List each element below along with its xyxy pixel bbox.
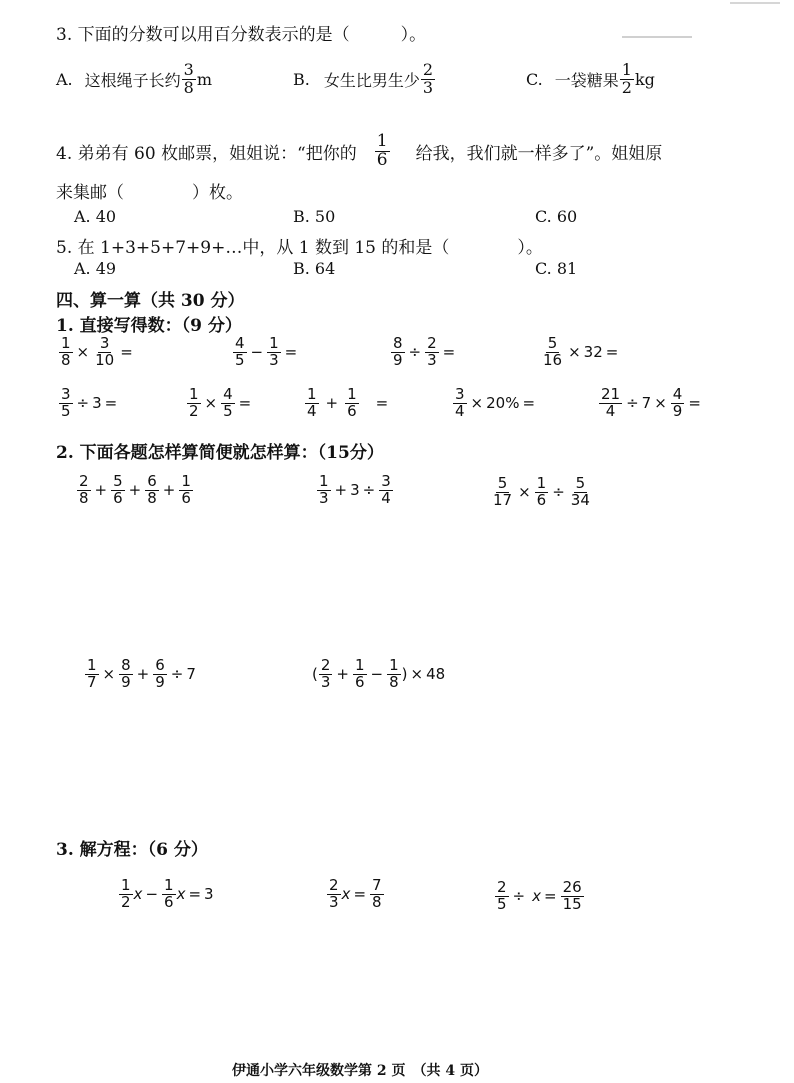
calc-2-4: $\frac{1}{7}$ × $\frac{8}{9}$ + $\frac{6}{9}$ ÷ 7 bbox=[87, 656, 196, 691]
equation-3: $\frac{2}{5}$ ÷ x = $\frac{26}{15}$ bbox=[497, 878, 582, 913]
calc-1-5: $\frac{3}{5}$ ÷ 3 = bbox=[61, 385, 118, 420]
section-4-title: 四、算一算（共 30 分） bbox=[56, 291, 245, 311]
question-4-stem: 4. 弟弟有 60 枚邮票，姐姐说：“把你的 $\frac{1}{6}$ 给我，我们就一样多了”。姐姐原 bbox=[56, 131, 663, 170]
q5-option-a: A. 49 bbox=[74, 259, 117, 278]
calc-2-3: $\frac{5}{17}$ × $\frac{1}{6}$ ÷ $\frac{5}{34}$ bbox=[493, 474, 590, 509]
q4-option-c: C. 60 bbox=[535, 207, 578, 226]
question-4-stem-cont: 来集邮（ ）枚。 bbox=[56, 183, 243, 203]
page-footer: 伊通小学六年级数学第 2 页 （共 4 页） bbox=[232, 1063, 488, 1079]
calc-1-1: $\frac{1}{8}$ × $\frac{3}{10}$ = bbox=[61, 334, 133, 369]
question-3-stem: 3. 下面的分数可以用百分数表示的是（ ）。 bbox=[56, 25, 427, 45]
calc-1-6: $\frac{1}{2}$ × $\frac{4}{5}$ = bbox=[189, 385, 252, 420]
part-3-title: 3. 解方程：（6 分） bbox=[56, 840, 208, 860]
calc-1-9: $\frac{21}{4}$ ÷ 7 × $\frac{4}{9}$ = bbox=[601, 385, 701, 420]
calc-1-2: $\frac{4}{5}$ − $\frac{1}{3}$ = bbox=[235, 334, 298, 369]
fraction: $\frac{2}{3}$ bbox=[422, 60, 434, 97]
q5-option-b: B. 64 bbox=[293, 259, 336, 278]
question-5-stem: 5. 在 1+3+5+7+9+…中，从 1 数到 15 的和是（ ）。 bbox=[56, 238, 543, 258]
q3-option-c: C. 一袋糖果 $\frac{1}{2}$ kg bbox=[526, 60, 655, 97]
q4-option-a: A. 40 bbox=[74, 207, 117, 226]
calc-1-8: $\frac{3}{4}$ × 20% = bbox=[455, 385, 536, 420]
fraction: $\frac{1}{2}$ bbox=[621, 60, 632, 97]
calc-1-7: $\frac{1}{4}$ + $\frac{1}{6}$ = bbox=[307, 385, 389, 420]
q3-option-a: A. 这根绳子长约 $\frac{3}{8}$ m bbox=[56, 60, 213, 97]
fraction: $\frac{3}{8}$ bbox=[183, 60, 194, 97]
part-1-title: 1. 直接写得数：（9 分） bbox=[56, 316, 242, 336]
equation-1: $\frac{1}{2}$ x − $\frac{1}{6}$ x = 3 bbox=[121, 876, 214, 911]
calc-1-3: $\frac{8}{9}$ ÷ $\frac{2}{3}$ = bbox=[393, 334, 456, 369]
q5-option-c: C. 81 bbox=[535, 259, 578, 278]
calc-2-2: $\frac{1}{3}$ + 3 ÷ $\frac{3}{4}$ bbox=[319, 472, 391, 507]
scan-noise bbox=[622, 36, 692, 38]
scan-noise bbox=[730, 2, 780, 4]
fraction: $\frac{1}{6}$ bbox=[376, 131, 388, 170]
equation-2: $\frac{2}{3}$ x = $\frac{7}{8}$ bbox=[329, 876, 382, 911]
part-2-title: 2. 下面各题怎样算简便就怎样算：（15分） bbox=[56, 443, 384, 463]
calc-1-4: $\frac{5}{16}$ × 32 = bbox=[543, 334, 619, 369]
q4-option-b: B. 50 bbox=[293, 207, 336, 226]
calc-2-5: ( $\frac{2}{3}$ + $\frac{1}{6}$ − $\frac{1}{8}$ ) × 48 bbox=[312, 656, 446, 691]
calc-2-1: $\frac{2}{8}$ + $\frac{5}{6}$ + $\frac{6}{8}$ + $\frac{1}{6}$ bbox=[79, 472, 191, 507]
q3-option-b: B. 女生比男生少 $\frac{2}{3}$ bbox=[293, 60, 434, 97]
